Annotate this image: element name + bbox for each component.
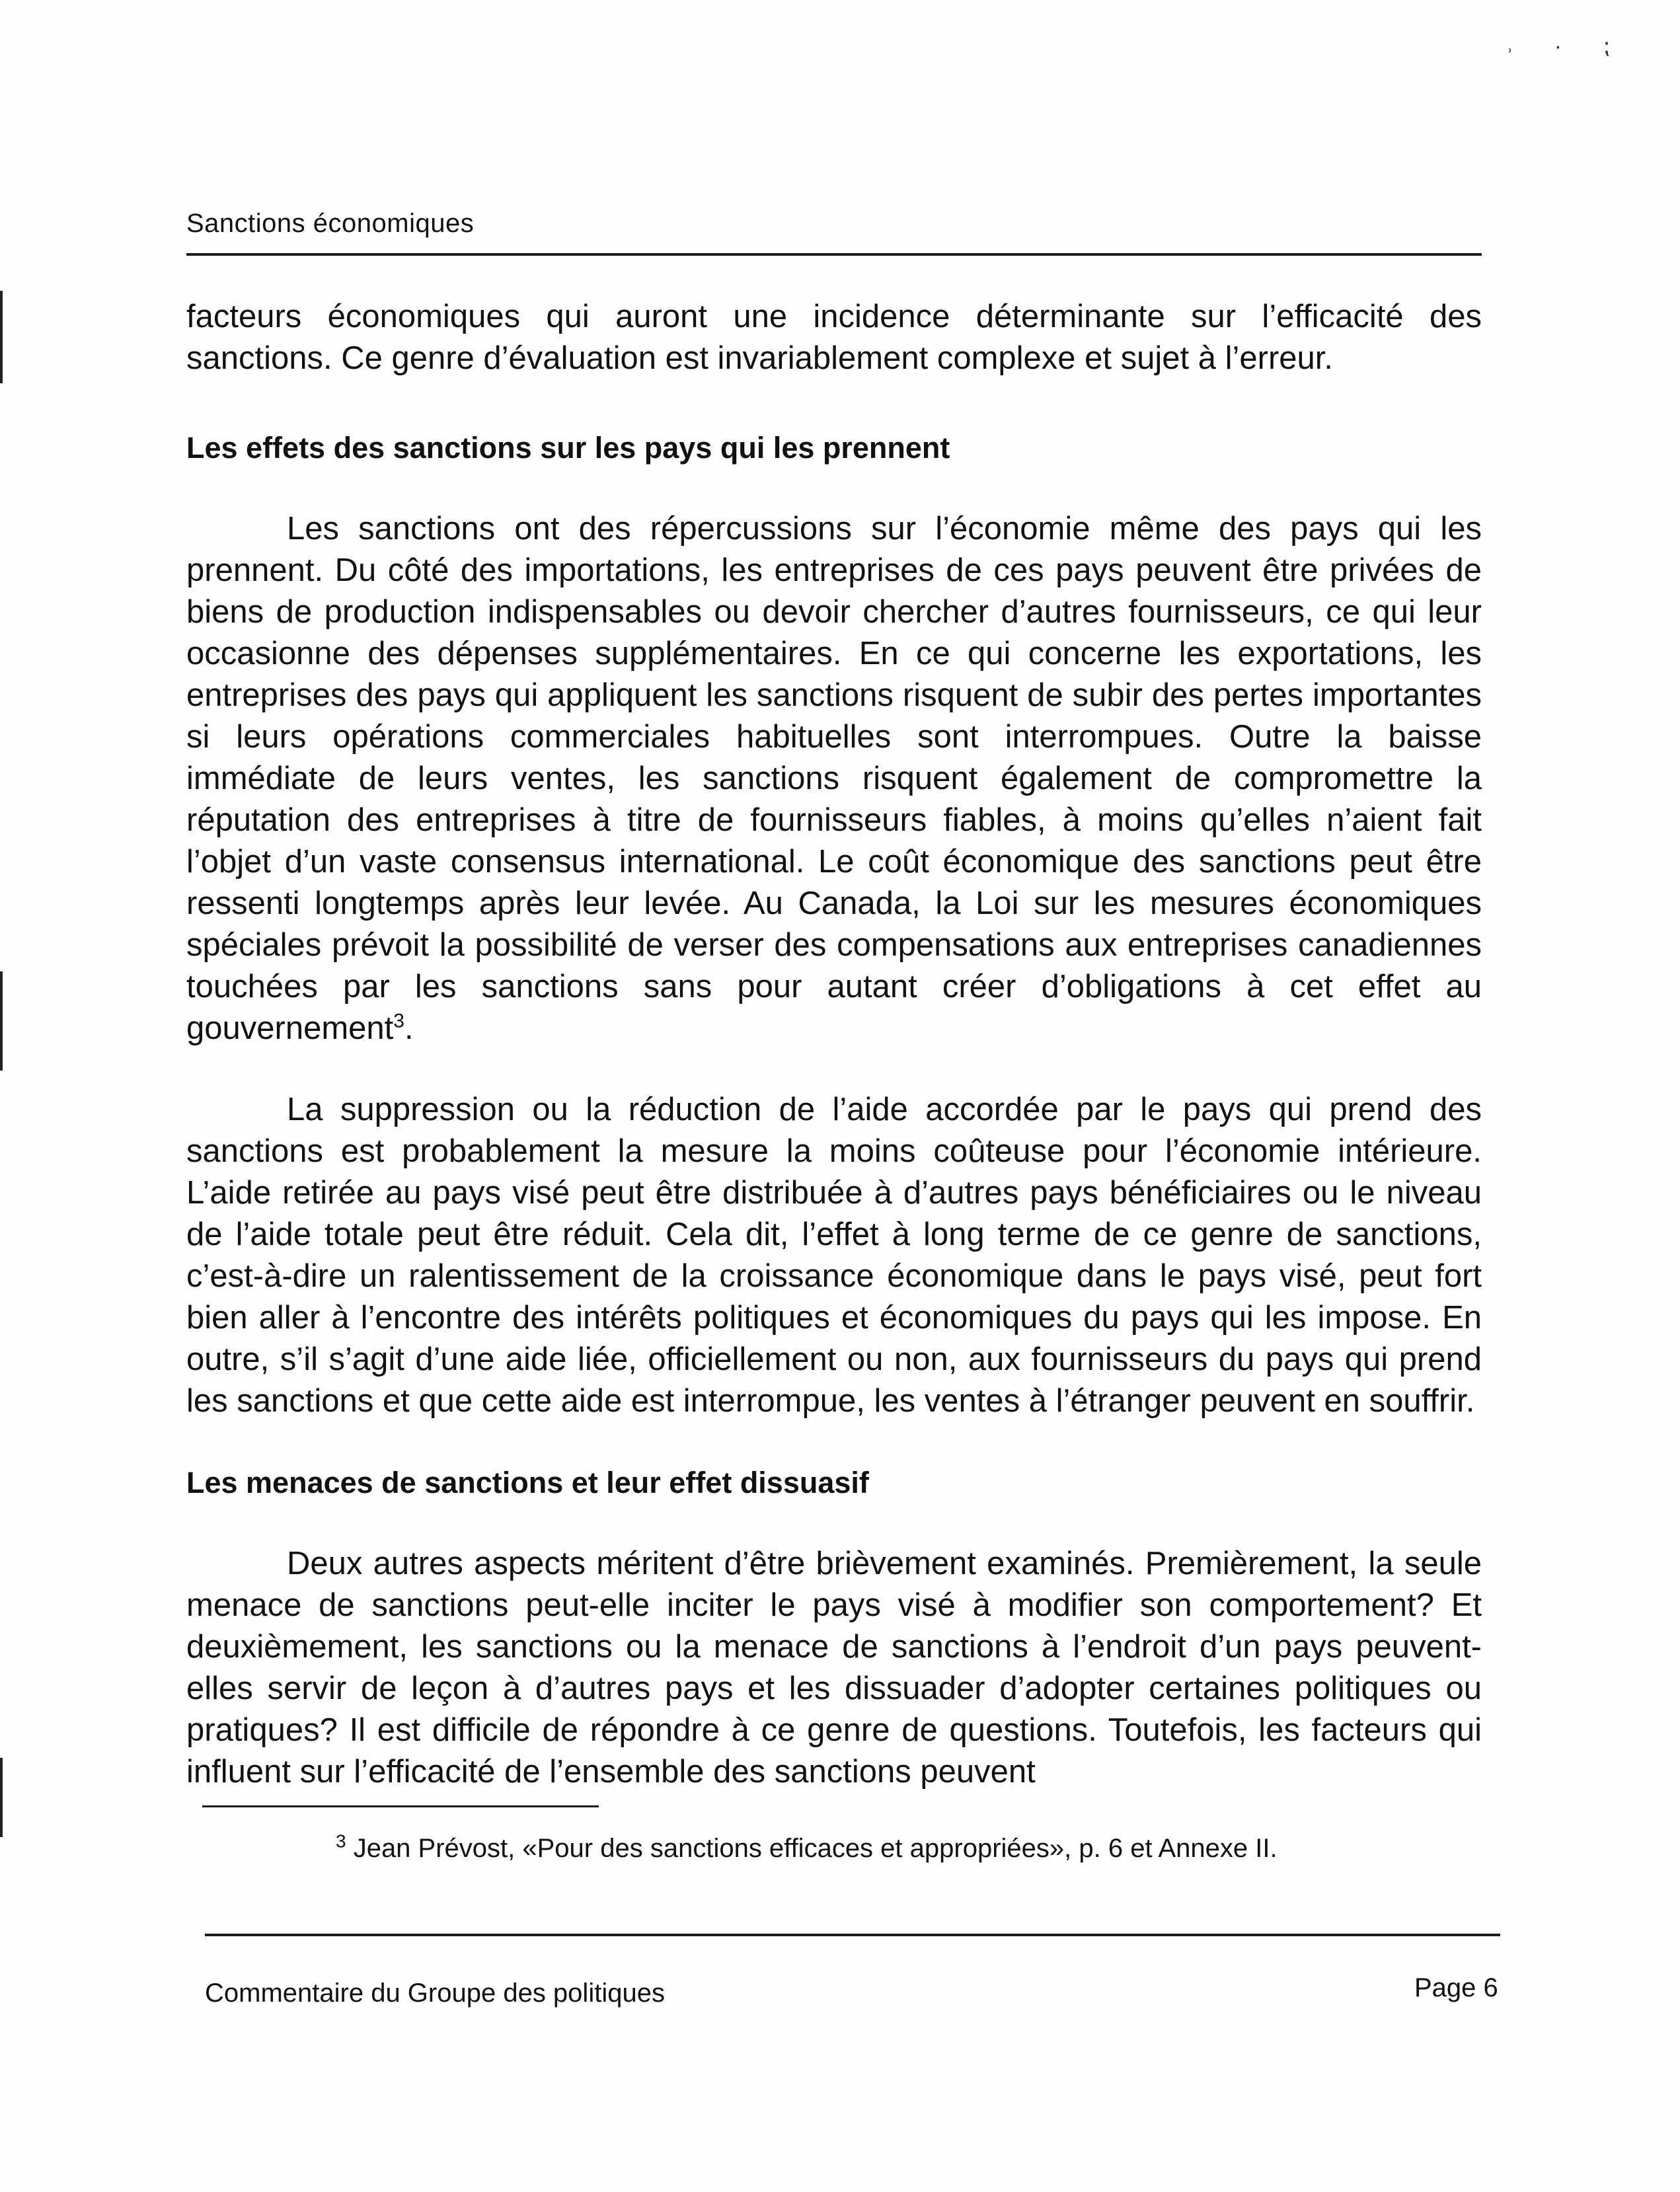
main-text <box>186 296 1482 1793</box>
paragraph-effects-end: . <box>404 1010 414 1046</box>
paragraph-aid: La suppression ou la réduction de l’aide accordée par le pays qui prend des sanctions est probablement la mesure la moins coûteuse pour l’économie intérieure. L’aide retirée au pays visé peut être distribuée à d’autres pays bénéficiaires ou le niveau de l’aide totale peut être réduit. Cela dit, l’effet à long terme de ce genre de sanctions, c’est-à-dire un ralentissement de la croissance économique dans le pays visé, peut fort bien aller à l’encontre des intérêts politiques et économiques du pays qui les impose. En outre, s’il s’agit d’une aide liée, officiellement ou non, aux fournisseurs du pays qui prend les sanctions et que cette aide est interrompue, les ventes à l’étranger peuvent en souffrir. <box>186 1092 1482 1419</box>
scan-edge-mark <box>0 971 3 1071</box>
page-number: Page 6 <box>1414 1973 1498 2002</box>
footnote-text: Jean Prévost, «Pour des sanctions efficaces et appropriées», p. 6 et Annexe II. <box>346 1834 1278 1863</box>
footer-rule <box>205 1934 1500 1936</box>
paragraph-threats: Deux autres aspects méritent d’être brièvement examinés. Premièrement, la seule menace de sanctions peut-elle inciter le pays visé à modifier son comportement? Et deuxièmement, les sanctions ou la menace de sanctions à l’endroit d’un pays peuvent-elles servir de leçon à d’autres pays et les dissuader d’adopter certaines politiques ou pratiques? Il est difficile de répondre à ce genre de questions. Toutefois, les facteurs qui influent sur l’efficacité de l’ensemble des sanctions peuvent <box>186 1546 1482 1790</box>
header-rule <box>186 253 1482 256</box>
footnote-rule <box>202 1805 599 1807</box>
paragraph-effects <box>186 508 1482 1049</box>
footer-publication: Commentaire du Groupe des politiques <box>205 1979 665 2008</box>
running-header: Sanctions économiques <box>186 209 475 238</box>
section-heading-effects: Les effets des sanctions sur les pays qui les prennent <box>186 431 950 465</box>
scan-specks: ˒ · ⁏ <box>1506 34 1627 59</box>
paragraph-continued: facteurs économiques qui auront une incidence déterminante sur l’efficacité des sanctions. Ce genre d’évaluation est invariablement complexe et sujet à l’erreur. <box>186 299 1482 376</box>
footnote <box>336 1832 1278 1865</box>
paragraph-effects-text: Les sanctions ont des répercussions sur l’économie même des pays qui les prennent. Du côté des importations, les entreprises de ces pays peuvent être privées de biens de production indispensables ou devoir chercher d’autres fournisseurs, ce qui leur occasionne des dépenses supplémentaires. En ce qui concerne les exportations, les entreprises des pays qui appliquent les sanctions risquent de subir des pertes importantes si leurs opérations commerciales habituelles sont interrompues. Outre la baisse immédiate de leurs ventes, les sanctions risquent également de compromettre la réputation des entreprises à titre de fournisseurs fiables, à moins qu’elles n’aient fait l’objet d’un vaste consensus international. Le coût économique des sanctions peut être ressenti longtemps après leur levée. Au Canada, la Loi sur les mesures économiques spéciales prévoit la possibilité de verser des compensations aux entreprises canadiennes touchées par les sanctions sans pour autant créer d’obligations à cet effet au gouvernement <box>186 511 1482 1046</box>
scan-edge-mark <box>0 291 3 383</box>
section-heading-threats: Les menaces de sanctions et leur effet dissuasif <box>186 1466 869 1499</box>
scan-edge-mark <box>0 1758 3 1837</box>
footnote-ref[interactable]: 3 <box>393 1010 404 1032</box>
footnote-number: 3 <box>336 1831 346 1852</box>
